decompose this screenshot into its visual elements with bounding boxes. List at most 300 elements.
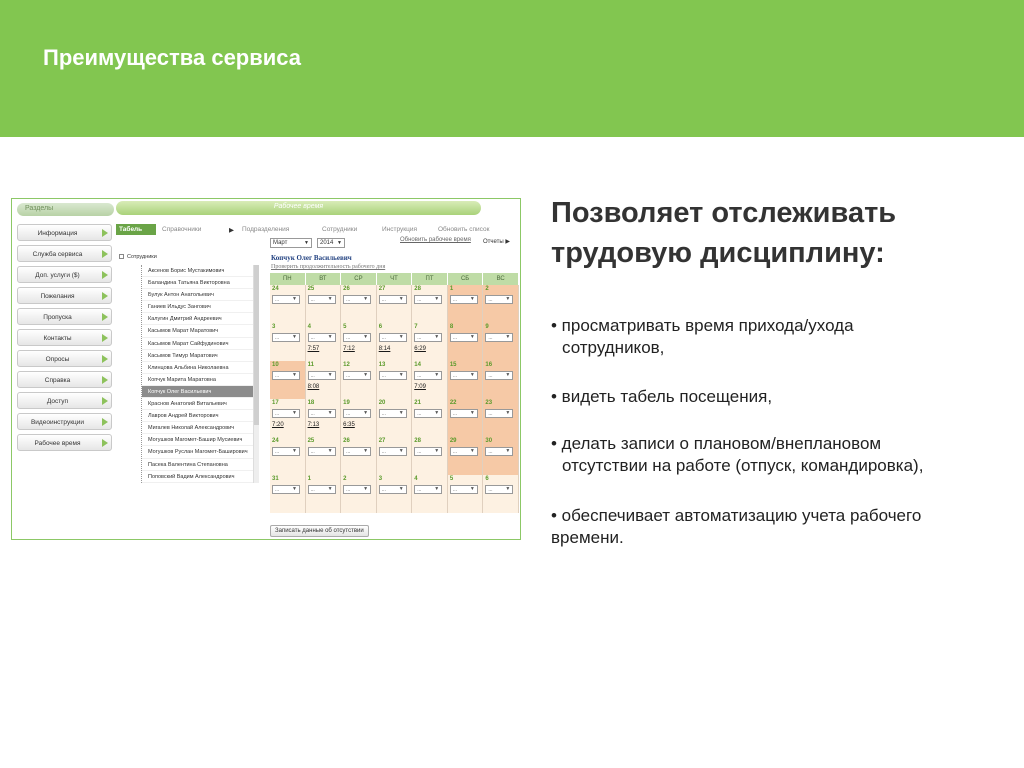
employee-list-item[interactable]: Клинцова Альбина Николаевна xyxy=(142,362,257,374)
absence-type-select[interactable] xyxy=(272,485,300,494)
bullet-item xyxy=(551,315,1001,359)
day-number: 23 xyxy=(485,400,493,406)
employee-list-item[interactable]: Касымов Марат Маратович xyxy=(142,325,257,337)
absence-type-select[interactable] xyxy=(379,371,407,380)
menu-item-work-time[interactable] xyxy=(17,434,112,451)
absence-type-value: ... xyxy=(381,297,386,303)
absence-type-select[interactable] xyxy=(485,295,513,304)
calendar-day-cell[interactable] xyxy=(270,361,306,399)
absence-type-select[interactable] xyxy=(379,485,407,494)
dropdown-caret-icon: ▼ xyxy=(327,334,333,340)
absence-type-value: ... xyxy=(381,487,386,493)
calendar-day-cell[interactable] xyxy=(483,475,519,513)
absence-type-value: ... xyxy=(452,449,457,455)
day-number: 17 xyxy=(272,400,279,406)
absence-type-select[interactable] xyxy=(485,447,513,456)
tree-toggle-icon[interactable] xyxy=(119,254,124,259)
dropdown-caret-icon: ▼ xyxy=(505,372,511,378)
dropdown-caret-icon: ▼ xyxy=(505,486,511,492)
absence-type-select[interactable] xyxy=(343,295,371,304)
menu-item-passes[interactable] xyxy=(17,308,112,325)
month-select[interactable] xyxy=(270,238,312,248)
employee-list-item[interactable]: Пасека Валентина Степановна xyxy=(142,459,257,471)
dropdown-caret-icon: ▼ xyxy=(363,486,369,492)
calendar-day-cell[interactable] xyxy=(306,285,342,323)
absence-type-select[interactable] xyxy=(379,409,407,418)
dropdown-caret-icon: ▼ xyxy=(398,334,404,340)
tab-instructions[interactable]: Инструкция xyxy=(382,226,417,233)
absence-type-value: ... xyxy=(381,335,386,341)
day-number: 2 xyxy=(343,476,347,482)
menu-item-label: Рабочее время xyxy=(34,440,81,447)
absence-type-value: ... xyxy=(488,373,493,379)
dropdown-caret-icon: ▼ xyxy=(327,372,333,378)
calendar-day-cell[interactable] xyxy=(448,399,484,437)
absence-type-value: ... xyxy=(452,373,457,379)
calendar-day-cell[interactable] xyxy=(412,323,448,361)
year-select-value: 2014 xyxy=(320,240,334,246)
absence-type-value: ... xyxy=(488,411,493,417)
employee-list-item[interactable]: Ганиев Ильдус Зангович xyxy=(142,301,257,313)
absence-type-value: ... xyxy=(452,297,457,303)
dropdown-caret-icon: ▼ xyxy=(434,448,440,454)
dropdown-caret-icon: ▼ xyxy=(434,334,440,340)
calendar-day-cell[interactable] xyxy=(341,285,377,323)
employee-list-item[interactable]: Касымов Марат Сайфудинович xyxy=(142,338,257,350)
chevron-right-icon: ▶ xyxy=(229,227,234,234)
content-heading xyxy=(551,193,991,273)
absence-type-select[interactable] xyxy=(414,295,442,304)
menu-item-extra-services[interactable] xyxy=(17,266,112,283)
reports-menu[interactable] xyxy=(483,238,510,245)
worked-time-link[interactable]: 7:09 xyxy=(414,384,426,390)
absence-type-select[interactable] xyxy=(308,485,336,494)
dropdown-caret-icon: ▼ xyxy=(469,372,475,378)
absence-type-select[interactable] xyxy=(450,485,478,494)
employee-list-item[interactable]: Калугин Дмитрий Андреевич xyxy=(142,313,257,325)
arrow-right-icon xyxy=(102,439,108,447)
arrow-right-icon xyxy=(102,397,108,405)
absence-type-value: ... xyxy=(346,373,351,379)
absence-type-value: ... xyxy=(452,335,457,341)
absence-type-value: ... xyxy=(275,487,280,493)
bullet-text: • видеть табель посещения, xyxy=(551,387,773,406)
dropdown-caret-icon: ▼ xyxy=(327,448,333,454)
employee-list-item[interactable]: Копчук Марита Маратовна xyxy=(142,374,257,386)
dropdown-caret-icon: ▼ xyxy=(505,296,511,302)
calendar-weekday-header xyxy=(270,273,519,285)
day-number: 24 xyxy=(272,286,279,292)
bullet-text: • делать записи о плановом/внеплановом xyxy=(551,434,882,453)
calendar-day-cell[interactable] xyxy=(306,475,342,513)
weekday-label: ПТ xyxy=(412,273,448,285)
absence-type-select[interactable] xyxy=(272,371,300,380)
absence-type-select[interactable] xyxy=(379,447,407,456)
calendar-day-cell[interactable] xyxy=(341,475,377,513)
menu-item-label: Пожелания xyxy=(40,293,75,300)
absence-type-value: ... xyxy=(346,487,351,493)
bullet-item xyxy=(551,433,1001,477)
calendar-day-cell[interactable] xyxy=(341,399,377,437)
dropdown-caret-icon: ▼ xyxy=(469,296,475,302)
day-number: 26 xyxy=(343,438,350,444)
worked-time-link[interactable]: 8:14 xyxy=(378,346,391,352)
calendar-day-cell[interactable] xyxy=(306,399,342,437)
absence-type-select[interactable] xyxy=(414,447,442,456)
arrow-right-icon xyxy=(102,271,108,279)
absence-type-value: ... xyxy=(417,411,422,417)
day-number: 4 xyxy=(414,476,418,482)
absence-type-value: ... xyxy=(275,373,280,379)
employee-list-item[interactable]: Краснов Анатолий Витальевич xyxy=(142,398,257,410)
selected-employee-name: Копчук Олег Васильевич xyxy=(271,254,352,262)
dropdown-caret-icon: ▼ xyxy=(292,296,297,302)
worked-time-link[interactable]: 7:12 xyxy=(343,346,355,352)
worked-time-link[interactable]: 7:20 xyxy=(272,422,284,428)
day-number: 1 xyxy=(307,476,311,482)
dropdown-caret-icon: ▼ xyxy=(327,296,333,302)
dropdown-caret-icon: ▼ xyxy=(363,372,369,378)
menu-item-service[interactable] xyxy=(17,245,112,262)
calendar-day-cell[interactable] xyxy=(412,285,448,323)
absence-type-select[interactable] xyxy=(485,485,513,494)
day-number: 10 xyxy=(272,362,279,368)
day-number: 30 xyxy=(485,438,493,444)
arrow-right-icon xyxy=(102,376,108,384)
day-number: 6 xyxy=(378,324,383,330)
worked-time-link[interactable]: 8:08 xyxy=(307,384,320,390)
day-number: 16 xyxy=(485,362,493,368)
menu-item-label: Доп. услуги ($) xyxy=(35,272,80,279)
arrow-right-icon xyxy=(102,418,108,426)
worked-time-link[interactable]: 6:35 xyxy=(343,422,355,428)
refresh-work-time-link[interactable]: Обновить рабочее время xyxy=(400,237,471,243)
dropdown-caret-icon: ▼ xyxy=(434,486,440,492)
calendar-day-cell[interactable] xyxy=(412,361,448,399)
tab-refresh-list[interactable]: Обновить список xyxy=(438,226,490,233)
calendar-day-cell[interactable] xyxy=(448,323,484,361)
absence-type-select[interactable] xyxy=(450,295,478,304)
work-time-bar: Рабочее время xyxy=(116,201,481,215)
employee-list xyxy=(141,265,257,483)
day-number: 6 xyxy=(485,476,489,482)
day-number: 5 xyxy=(343,324,347,330)
arrow-right-icon xyxy=(102,313,108,321)
absence-type-value: ... xyxy=(310,297,315,303)
absence-type-select[interactable] xyxy=(343,371,371,380)
day-number: 22 xyxy=(449,400,457,406)
day-number: 9 xyxy=(485,324,489,330)
menu-item-surveys[interactable] xyxy=(17,350,112,367)
dropdown-caret-icon: ▼ xyxy=(434,410,440,416)
dropdown-caret-icon: ▼ xyxy=(292,410,297,416)
day-number: 20 xyxy=(378,400,386,406)
absence-type-value: ... xyxy=(346,449,351,455)
day-number: 26 xyxy=(343,286,350,292)
absence-type-select[interactable] xyxy=(343,333,371,342)
day-number: 15 xyxy=(449,362,457,368)
absence-type-value: ... xyxy=(310,335,315,341)
day-number: 7 xyxy=(414,324,418,330)
absence-type-select[interactable] xyxy=(414,409,442,418)
day-number: 8 xyxy=(449,324,454,330)
absence-type-select[interactable] xyxy=(414,333,442,342)
dropdown-caret-icon: ▼ xyxy=(327,486,333,492)
tab-timesheet[interactable]: Табель xyxy=(116,224,156,235)
menu-item-videos[interactable] xyxy=(17,413,112,430)
tab-employees[interactable]: Сотрудники xyxy=(322,226,358,233)
calendar-day-cell[interactable] xyxy=(341,437,377,475)
chevron-right-icon: ▶ xyxy=(505,239,511,245)
calendar-week-row xyxy=(270,475,519,513)
worked-time-link[interactable]: 7:57 xyxy=(307,346,320,352)
calendar-day-cell[interactable] xyxy=(483,437,519,475)
employee-tree-root-label: Сотрудники xyxy=(127,254,157,260)
absence-type-value: ... xyxy=(275,297,280,303)
side-menu xyxy=(17,224,112,455)
absence-type-value: ... xyxy=(417,449,422,455)
dropdown-caret-icon: ▼ xyxy=(398,486,404,492)
employee-tree-root[interactable] xyxy=(119,254,157,260)
dropdown-caret-icon: ▼ xyxy=(469,448,475,454)
content-heading-line: Позволяет отслеживать xyxy=(551,197,897,229)
absence-type-select[interactable] xyxy=(450,447,478,456)
day-number: 11 xyxy=(307,362,314,368)
dropdown-caret-icon: ▼ xyxy=(469,486,475,492)
employee-list-item[interactable]: Копчук Олег Васильевич xyxy=(142,386,257,398)
dropdown-caret-icon: ▼ xyxy=(363,334,369,340)
calendar-day-cell[interactable] xyxy=(448,437,484,475)
tab-directories[interactable]: Справочники xyxy=(162,226,202,233)
absence-type-value: ... xyxy=(381,449,386,455)
arrow-right-icon xyxy=(102,229,108,237)
calendar-day-cell[interactable] xyxy=(483,285,519,323)
day-number: 28 xyxy=(414,438,421,444)
day-number: 1 xyxy=(449,286,454,292)
reports-label: Отчеты xyxy=(483,239,504,245)
calendar-day-cell[interactable] xyxy=(341,361,377,399)
absence-type-select[interactable] xyxy=(343,409,371,418)
calendar-day-cell[interactable] xyxy=(483,323,519,361)
sections-bar: Разделы xyxy=(17,203,114,216)
dropdown-caret-icon: ▼ xyxy=(505,448,511,454)
day-number: 27 xyxy=(378,286,386,292)
calendar-day-cell[interactable] xyxy=(377,323,413,361)
menu-item-info[interactable] xyxy=(17,224,112,241)
absence-type-value: ... xyxy=(381,373,386,379)
calendar-day-cell[interactable] xyxy=(377,437,413,475)
weekday-label: СБ xyxy=(448,273,484,285)
dropdown-caret-icon: ▼ xyxy=(434,372,440,378)
worked-time-link[interactable]: 6:29 xyxy=(414,346,426,352)
dropdown-caret-icon: ▼ xyxy=(363,448,369,454)
calendar-day-cell[interactable] xyxy=(483,361,519,399)
employee-list-item[interactable]: Касымов Тимур Маратович xyxy=(142,350,257,362)
calendar-day-cell[interactable] xyxy=(341,323,377,361)
absence-type-select[interactable] xyxy=(379,333,407,342)
absence-type-value: ... xyxy=(381,411,386,417)
calendar-day-cell[interactable] xyxy=(306,361,342,399)
absence-type-value: ... xyxy=(346,335,351,341)
calendar-day-cell[interactable] xyxy=(270,399,306,437)
calendar-day-cell[interactable] xyxy=(377,285,413,323)
calendar-day-cell[interactable] xyxy=(270,323,306,361)
calendar-day-cell[interactable] xyxy=(448,475,484,513)
calendar-day-cell[interactable] xyxy=(270,475,306,513)
content-heading-line: трудовую дисциплину: xyxy=(551,237,885,269)
calendar-week-row xyxy=(270,399,519,437)
absence-type-select[interactable] xyxy=(272,409,300,418)
save-absence-button[interactable]: Записать данные об отсутствии xyxy=(270,525,369,537)
bullet-item xyxy=(551,386,1001,408)
menu-item-wishes[interactable] xyxy=(17,287,112,304)
year-select[interactable] xyxy=(317,238,345,248)
menu-item-label: Доступ xyxy=(46,398,69,405)
menu-item-label: Контакты xyxy=(43,335,72,342)
calendar-day-cell[interactable] xyxy=(377,399,413,437)
absence-type-select[interactable] xyxy=(272,447,300,456)
absence-type-select[interactable] xyxy=(308,447,336,456)
calendar-day-cell[interactable] xyxy=(448,285,484,323)
absence-type-value: ... xyxy=(310,373,315,379)
employee-list-scrollbar[interactable] xyxy=(253,265,259,483)
absence-type-select[interactable] xyxy=(450,371,478,380)
menu-item-label: Служба сервиса xyxy=(32,251,83,258)
absence-type-select[interactable] xyxy=(450,409,478,418)
absence-type-value: ... xyxy=(452,487,457,493)
day-number: 14 xyxy=(414,362,421,368)
absence-type-select[interactable] xyxy=(450,333,478,342)
menu-item-label: Опросы xyxy=(45,356,70,363)
absence-type-select[interactable] xyxy=(485,371,513,380)
menu-item-label: Видеоинструкции xyxy=(30,419,85,426)
absence-type-select[interactable] xyxy=(414,371,442,380)
calendar-day-cell[interactable] xyxy=(270,285,306,323)
absence-type-select[interactable] xyxy=(379,295,407,304)
employee-list-item[interactable]: Лавров Андрей Викторович xyxy=(142,410,257,422)
menu-item-label: Пропуска xyxy=(43,314,72,321)
calendar-day-cell[interactable] xyxy=(412,475,448,513)
calendar-week-row xyxy=(270,361,519,399)
menu-item-label: Справка xyxy=(44,377,71,384)
calendar-day-cell[interactable] xyxy=(306,323,342,361)
dropdown-caret-icon: ▼ xyxy=(304,240,309,246)
day-number: 3 xyxy=(378,476,383,482)
dropdown-caret-icon: ▼ xyxy=(398,372,404,378)
day-number: 18 xyxy=(307,400,315,406)
weekday-label: ПН xyxy=(270,273,306,285)
day-number: 12 xyxy=(343,362,350,368)
absence-type-select[interactable] xyxy=(308,333,336,342)
dropdown-caret-icon: ▼ xyxy=(469,410,475,416)
dropdown-caret-icon: ▼ xyxy=(292,486,297,492)
bullet-text: • просматривать время прихода/ухода xyxy=(551,316,854,335)
day-number: 19 xyxy=(343,400,350,406)
absence-type-select[interactable] xyxy=(308,371,336,380)
worked-time-link[interactable]: 7:13 xyxy=(307,422,320,428)
absence-type-value: ... xyxy=(275,335,280,341)
day-number: 21 xyxy=(414,400,421,406)
employee-list-item[interactable]: Мигалев Николай Александрович xyxy=(142,422,257,434)
absence-type-select[interactable] xyxy=(485,409,513,418)
absence-type-select[interactable] xyxy=(343,485,371,494)
employee-tree xyxy=(116,237,259,485)
absence-type-value: ... xyxy=(275,411,280,417)
absence-type-value: ... xyxy=(417,335,422,341)
calendar-day-cell[interactable] xyxy=(270,437,306,475)
app-screenshot xyxy=(11,198,521,540)
absence-type-value: ... xyxy=(488,297,493,303)
bullet-text-continued: времени. xyxy=(551,528,624,547)
dropdown-caret-icon: ▼ xyxy=(337,240,342,246)
absence-type-select[interactable] xyxy=(343,447,371,456)
arrow-right-icon xyxy=(102,250,108,258)
dropdown-caret-icon: ▼ xyxy=(469,334,475,340)
calendar-week-row xyxy=(270,437,519,475)
arrow-right-icon xyxy=(102,355,108,363)
employee-list-item[interactable]: Могушков Руслан Магомет-Баширович xyxy=(142,446,257,458)
absence-type-value: ... xyxy=(452,411,457,417)
month-select-value: Март xyxy=(273,240,288,246)
absence-type-select[interactable] xyxy=(308,295,336,304)
calendar-day-cell[interactable] xyxy=(306,437,342,475)
employee-list-item[interactable]: Аксенов Борис Мустакимович xyxy=(142,265,257,277)
scrollbar-thumb[interactable] xyxy=(254,265,259,425)
arrow-right-icon xyxy=(102,292,108,300)
absence-type-select[interactable] xyxy=(272,333,300,342)
dropdown-caret-icon: ▼ xyxy=(505,410,511,416)
day-number: 29 xyxy=(449,438,457,444)
calendar-day-cell[interactable] xyxy=(483,399,519,437)
employee-list-item[interactable]: Могушков Магомет-Башир Мусиевич xyxy=(142,434,257,446)
employee-list-item[interactable]: Поповский Вадим Александрович xyxy=(142,471,257,483)
day-number: 24 xyxy=(272,438,279,444)
calendar-week-row xyxy=(270,323,519,361)
calendar-day-cell[interactable] xyxy=(448,361,484,399)
absence-type-value: ... xyxy=(346,297,351,303)
calendar-day-cell[interactable] xyxy=(377,475,413,513)
absence-type-select[interactable] xyxy=(272,295,300,304)
menu-item-contacts[interactable] xyxy=(17,329,112,346)
absence-type-value: ... xyxy=(310,411,315,417)
dropdown-caret-icon: ▼ xyxy=(505,334,511,340)
calendar-day-cell[interactable] xyxy=(412,399,448,437)
calendar-day-cell[interactable] xyxy=(377,361,413,399)
menu-item-help[interactable] xyxy=(17,371,112,388)
bullet-text: • обеспечивает автоматизацию учета рабочего xyxy=(551,506,922,525)
day-number: 3 xyxy=(272,324,276,330)
menu-item-access[interactable] xyxy=(17,392,112,409)
tab-departments[interactable]: Подразделения xyxy=(242,226,290,233)
check-workday-link[interactable]: Проверить продолжительность рабочего дня xyxy=(271,264,386,270)
day-number: 13 xyxy=(378,362,386,368)
calendar-grid xyxy=(270,285,519,513)
absence-type-value: ... xyxy=(310,487,315,493)
absence-type-select[interactable] xyxy=(485,333,513,342)
day-number: 5 xyxy=(449,476,454,482)
day-number: 2 xyxy=(485,286,489,292)
weekday-label: ВС xyxy=(483,273,519,285)
day-number: 25 xyxy=(307,286,315,292)
attendance-calendar xyxy=(270,273,519,513)
absence-type-select[interactable] xyxy=(308,409,336,418)
arrow-right-icon xyxy=(102,334,108,342)
employee-list-item[interactable]: Булук Антон Анатольевич xyxy=(142,289,257,301)
employee-list-item[interactable]: Баландина Татьяна Викторовна xyxy=(142,277,257,289)
absence-type-select[interactable] xyxy=(414,485,442,494)
calendar-day-cell[interactable] xyxy=(412,437,448,475)
dropdown-caret-icon: ▼ xyxy=(292,334,297,340)
